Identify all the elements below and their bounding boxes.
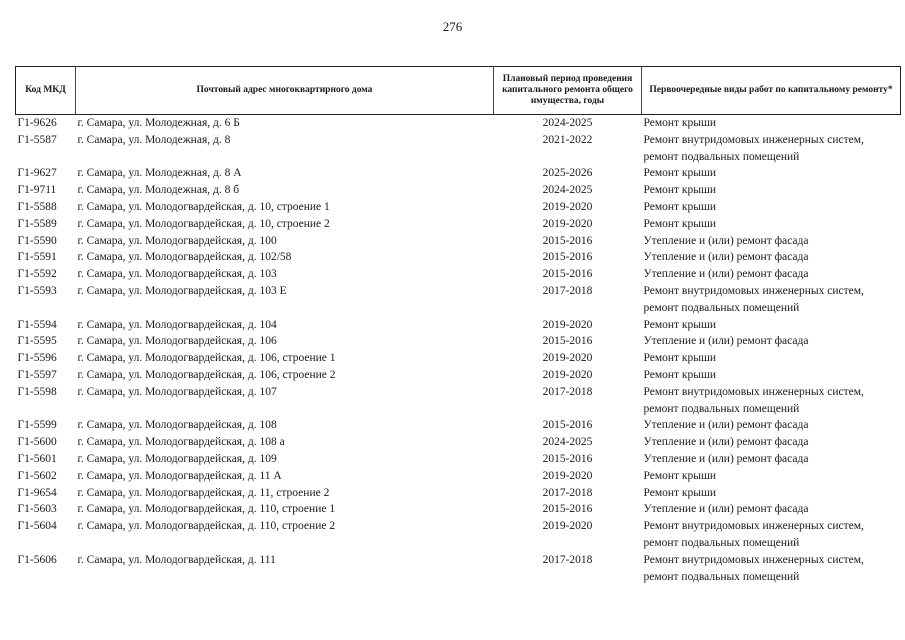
cell-period: 2019-2020 <box>542 352 593 365</box>
table-body <box>16 115 901 586</box>
table-row <box>16 233 901 250</box>
cell-address: г. Самара, ул. Молодогвардейская, д. 103 Е <box>77 284 287 297</box>
cell-works: Ремонт крыши <box>643 167 717 180</box>
cell-address: г. Самара, ул. Молодогвардейская, д. 11, строение 2 <box>77 486 330 499</box>
table-row <box>16 132 901 166</box>
cell-period: 2019-2020 <box>542 217 593 230</box>
cell-code: Г1-9627 <box>17 167 57 180</box>
cell-code: Г1-5604 <box>17 520 57 533</box>
table-row <box>16 485 901 502</box>
cell-works: Утепление и (или) ремонт фасада <box>643 234 809 247</box>
cell-period: 2017-2018 <box>542 553 593 566</box>
table-row <box>16 384 901 418</box>
table-row <box>16 434 901 451</box>
cell-period: 2015-2016 <box>542 251 593 264</box>
cell-address: г. Самара, ул. Молодежная, д. 8 <box>77 133 231 146</box>
cell-works: Утепление и (или) ремонт фасада <box>643 419 809 432</box>
cell-period: 2015-2016 <box>542 268 593 281</box>
table-row <box>16 216 901 233</box>
cell-code: Г1-5592 <box>17 268 57 281</box>
cell-works: Утепление и (или) ремонт фасада <box>643 335 809 348</box>
cell-works: Ремонт внутридомовых инженерных систем, ремонт подвальных помещений <box>643 284 864 314</box>
cell-address: г. Самара, ул. Молодогвардейская, д. 106, строение 1 <box>77 352 336 365</box>
cell-period: 2015-2016 <box>542 503 593 516</box>
cell-period: 2024-2025 <box>542 184 593 197</box>
table-row <box>16 249 901 266</box>
table-row <box>16 266 901 283</box>
header-address: Почтовый адрес многоквартирного дома <box>76 67 494 115</box>
cell-period: 2019-2020 <box>542 200 593 213</box>
cell-address: г. Самара, ул. Молодогвардейская, д. 100 <box>77 234 277 247</box>
table-row <box>16 182 901 199</box>
cell-period: 2017-2018 <box>542 284 593 297</box>
cell-works: Утепление и (или) ремонт фасада <box>643 268 809 281</box>
table-header-row <box>16 67 901 115</box>
cell-address: г. Самара, ул. Молодогвардейская, д. 108 а <box>77 436 285 449</box>
cell-works: Утепление и (или) ремонт фасада <box>643 436 809 449</box>
cell-address: г. Самара, ул. Молодогвардейская, д. 103 <box>77 268 277 281</box>
cell-period: 2019-2020 <box>542 469 593 482</box>
cell-code: Г1-9654 <box>17 486 57 499</box>
cell-works: Ремонт крыши <box>643 200 717 213</box>
cell-address: г. Самара, ул. Молодогвардейская, д. 109 <box>77 452 277 465</box>
cell-code: Г1-5587 <box>17 133 57 146</box>
cell-code: Г1-5598 <box>17 385 57 398</box>
cell-period: 2015-2016 <box>542 419 593 432</box>
cell-works: Ремонт крыши <box>643 469 717 482</box>
cell-period: 2015-2016 <box>542 452 593 465</box>
cell-code: Г1-5594 <box>17 318 57 331</box>
cell-address: г. Самара, ул. Молодогвардейская, д. 106, строение 2 <box>77 368 336 381</box>
cell-address: г. Самара, ул. Молодогвардейская, д. 11 А <box>77 469 282 482</box>
cell-code: Г1-5591 <box>17 251 57 264</box>
cell-works: Утепление и (или) ремонт фасада <box>643 251 809 264</box>
cell-works: Ремонт крыши <box>643 486 717 499</box>
table-row <box>16 501 901 518</box>
header-code: Код МКД <box>16 67 76 115</box>
cell-code: Г1-5593 <box>17 284 57 297</box>
header-works: Первоочередные виды работ по капитальному ремонту* <box>642 67 901 115</box>
table-row <box>16 451 901 468</box>
cell-works: Ремонт крыши <box>643 352 717 365</box>
cell-works: Ремонт внутридомовых инженерных систем, ремонт подвальных помещений <box>643 385 864 415</box>
table-row <box>16 165 901 182</box>
table-row <box>16 283 901 317</box>
cell-address: г. Самара, ул. Молодогвардейская, д. 104 <box>77 318 277 331</box>
cell-period: 2019-2020 <box>542 318 593 331</box>
cell-address: г. Самара, ул. Молодогвардейская, д. 108 <box>77 419 277 432</box>
cell-code: Г1-5588 <box>17 200 57 213</box>
cell-code: Г1-5606 <box>17 553 57 566</box>
cell-period: 2017-2018 <box>542 385 593 398</box>
cell-code: Г1-5602 <box>17 469 57 482</box>
cell-code: Г1-5600 <box>17 436 57 449</box>
cell-code: Г1-5599 <box>17 419 57 432</box>
table-row <box>16 417 901 434</box>
cell-code: Г1-5596 <box>17 352 57 365</box>
cell-address: г. Самара, ул. Молодогвардейская, д. 107 <box>77 385 277 398</box>
cell-period: 2024-2025 <box>542 117 593 129</box>
cell-code: Г1-9626 <box>17 117 57 129</box>
cell-period: 2017-2018 <box>542 486 593 499</box>
cell-period: 2021-2022 <box>542 133 593 146</box>
cell-address: г. Самара, ул. Молодогвардейская, д. 110, строение 2 <box>77 520 336 533</box>
cell-period: 2024-2025 <box>542 436 593 449</box>
cell-period: 2015-2016 <box>542 234 593 247</box>
cell-address: г. Самара, ул. Молодежная, д. 8 А <box>77 167 242 180</box>
cell-address: г. Самара, ул. Молодежная, д. 8 б <box>77 184 240 197</box>
table-row <box>16 115 901 132</box>
cell-address: г. Самара, ул. Молодогвардейская, д. 111 <box>77 553 276 566</box>
table-row <box>16 317 901 334</box>
cell-code: Г1-5603 <box>17 503 57 516</box>
cell-code: Г1-5595 <box>17 335 57 348</box>
table-row <box>16 468 901 485</box>
header-period: Плановый период проведения капитального ремонта общего имущества, годы <box>494 67 642 115</box>
cell-address: г. Самара, ул. Молодогвардейская, д. 110, строение 1 <box>77 503 336 516</box>
cell-address: г. Самара, ул. Молодежная, д. 6 Б <box>77 117 240 129</box>
table-row <box>16 552 901 586</box>
housing-repair-table <box>15 66 901 585</box>
cell-works: Утепление и (или) ремонт фасада <box>643 452 809 465</box>
cell-period: 2019-2020 <box>542 520 593 533</box>
cell-address: г. Самара, ул. Молодогвардейская, д. 10, строение 2 <box>77 217 330 230</box>
cell-code: Г1-5601 <box>17 452 57 465</box>
table-row <box>16 333 901 350</box>
cell-period: 2025-2026 <box>542 167 593 180</box>
cell-code: Г1-5590 <box>17 234 57 247</box>
cell-works: Ремонт внутридомовых инженерных систем, ремонт подвальных помещений <box>643 133 864 163</box>
cell-period: 2019-2020 <box>542 368 593 381</box>
cell-works: Ремонт крыши <box>643 368 717 381</box>
cell-address: г. Самара, ул. Молодогвардейская, д. 106 <box>77 335 277 348</box>
table-row <box>16 199 901 216</box>
cell-works: Ремонт крыши <box>643 217 717 230</box>
cell-period: 2015-2016 <box>542 335 593 348</box>
cell-works: Ремонт внутридомовых инженерных систем, ремонт подвальных помещений <box>643 553 864 583</box>
table-row <box>16 350 901 367</box>
cell-works: Ремонт крыши <box>643 184 717 197</box>
cell-address: г. Самара, ул. Молодогвардейская, д. 102/58 <box>77 251 292 264</box>
cell-works: Ремонт внутридомовых инженерных систем, ремонт подвальных помещений <box>643 520 864 549</box>
table-row <box>16 518 901 552</box>
cell-works: Ремонт крыши <box>643 318 717 331</box>
page-number: 276 <box>442 19 463 34</box>
cell-code: Г1-5597 <box>17 368 57 381</box>
cell-code: Г1-9711 <box>17 184 57 197</box>
cell-works: Ремонт крыши <box>643 117 717 129</box>
cell-address: г. Самара, ул. Молодогвардейская, д. 10, строение 1 <box>77 200 330 213</box>
cell-works: Утепление и (или) ремонт фасада <box>643 503 809 516</box>
table-row <box>16 367 901 384</box>
cell-code: Г1-5589 <box>17 217 57 230</box>
